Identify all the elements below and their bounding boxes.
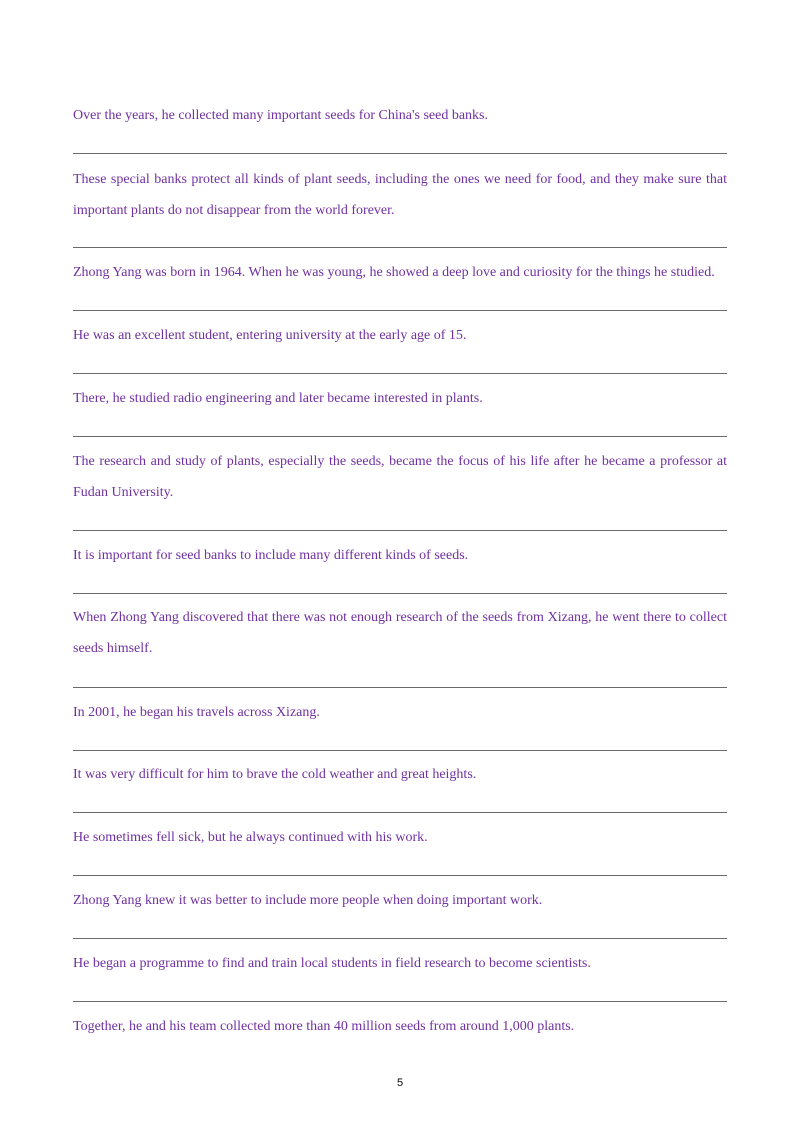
sentence-1: Over the years, he collected many important seeds for China's seed banks. — [73, 108, 489, 123]
sentence-3: Zhong Yang was born in 1964. When he was young, he showed a deep love and curiosity for the things he studied. — [73, 265, 715, 280]
sentence-6: The research and study of plants, especially the seeds, became the focus of his life after he became a professor at Fudan University. — [73, 454, 727, 500]
sentence-14: Together, he and his team collected more than 40 million seeds from around 1,000 plants. — [73, 1019, 575, 1034]
sentence-5: There, he studied radio engineering and later became interested in plants. — [73, 391, 483, 406]
answer-line-13[interactable] — [73, 1001, 727, 1002]
answer-line-9[interactable] — [73, 750, 727, 751]
answer-line-11[interactable] — [73, 875, 727, 876]
answer-line-4[interactable] — [73, 373, 727, 374]
page-number: 5 — [396, 1077, 404, 1089]
answer-line-10[interactable] — [73, 812, 727, 813]
sentence-2: These special banks protect all kinds of plant seeds, including the ones we need for food, and they make sure that important plants do not disappear from the world forever. — [73, 172, 727, 218]
answer-line-6[interactable] — [73, 530, 727, 531]
sentence-13: He began a programme to find and train local students in field research to become scientists. — [73, 956, 591, 971]
sentence-9: In 2001, he began his travels across Xizang. — [73, 705, 320, 720]
answer-line-8[interactable] — [73, 687, 727, 688]
sentence-10: It was very difficult for him to brave the cold weather and great heights. — [73, 767, 477, 782]
sentence-7: It is important for seed banks to include many different kinds of seeds. — [73, 548, 469, 563]
answer-line-7[interactable] — [73, 593, 727, 594]
answer-line-5[interactable] — [73, 436, 727, 437]
sentence-4: He was an excellent student, entering university at the early age of 15. — [73, 328, 467, 343]
answer-line-2[interactable] — [73, 247, 727, 248]
sentence-8: When Zhong Yang discovered that there was not enough research of the seeds from Xizang, he went there to collect seeds himself. — [73, 610, 727, 656]
answer-line-1[interactable] — [73, 153, 727, 154]
answer-line-12[interactable] — [73, 938, 727, 939]
answer-line-3[interactable] — [73, 310, 727, 311]
sentence-12: Zhong Yang knew it was better to include more people when doing important work. — [73, 893, 543, 908]
sentence-11: He sometimes fell sick, but he always continued with his work. — [73, 830, 428, 845]
